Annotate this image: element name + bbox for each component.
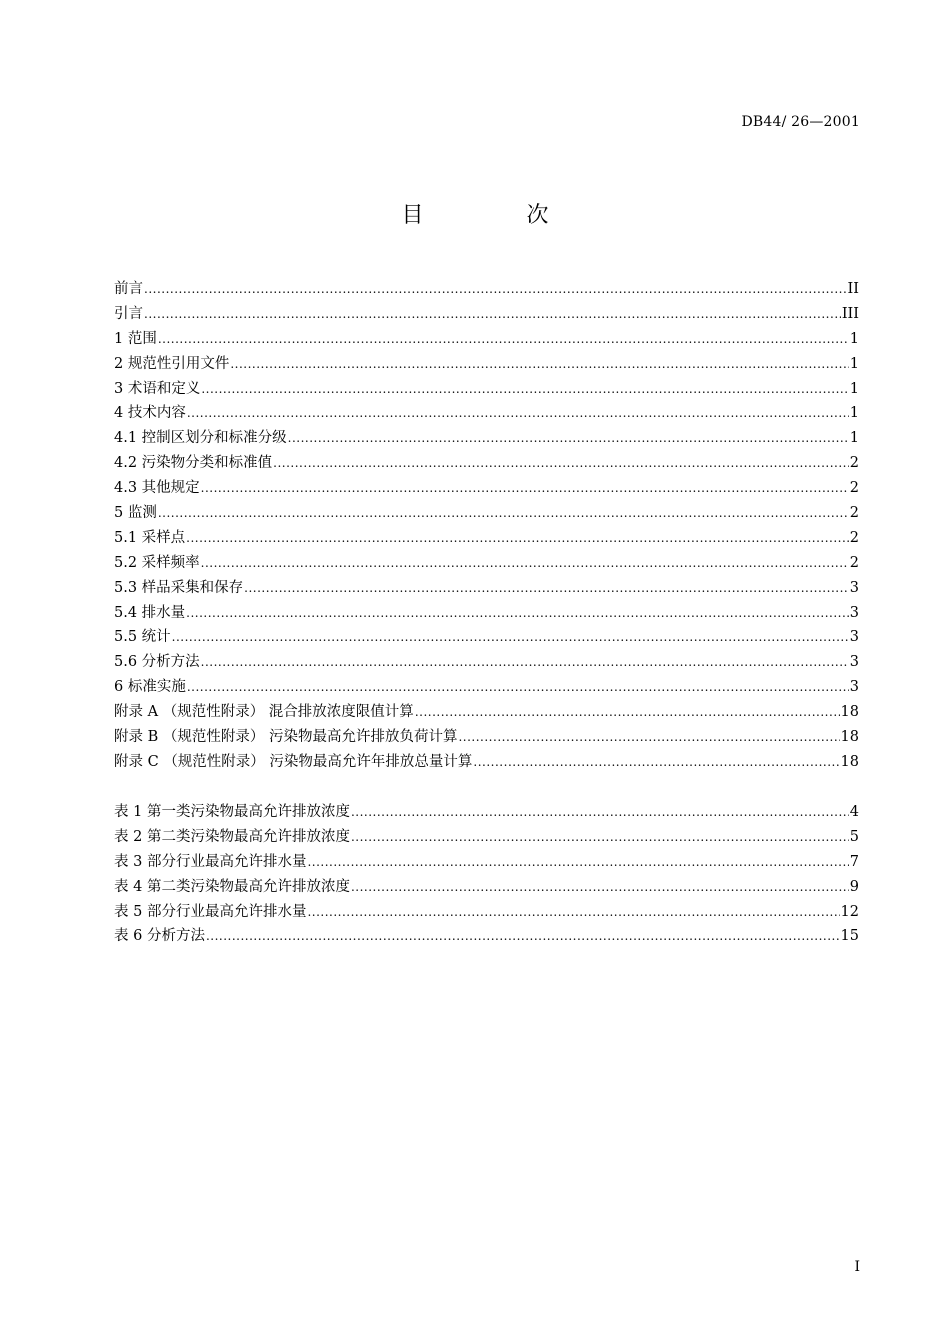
- toc-leader-dots: [351, 800, 849, 825]
- toc-entry-page: 3: [849, 679, 859, 696]
- toc-leader-dots: [206, 924, 840, 949]
- toc-leader-dots: [415, 700, 840, 725]
- toc-leader-dots: [186, 601, 849, 626]
- toc-entry-label: 5.2 采样频率: [114, 554, 200, 571]
- toc-leader-dots: [351, 875, 849, 900]
- toc-entry-page: 2: [849, 529, 859, 546]
- toc-entry[interactable]: [114, 850, 859, 875]
- toc-leader-dots: [458, 725, 839, 750]
- toc-leader-dots: [273, 451, 849, 476]
- toc-entry[interactable]: [114, 526, 859, 551]
- toc-entry[interactable]: [114, 875, 859, 900]
- toc-leader-dots: [201, 551, 849, 576]
- toc-entry-page: 12: [840, 903, 859, 920]
- toc-entry-page: 1: [849, 355, 859, 372]
- toc-entry-label: 5.6 分析方法: [114, 654, 200, 671]
- toc-leader-dots: [187, 401, 849, 426]
- toc-entry-label: 4 技术内容: [114, 405, 186, 422]
- toc-entry[interactable]: [114, 750, 859, 775]
- toc-leader-dots: [288, 426, 849, 451]
- toc-entry-label: 附录 C （规范性附录） 污染物最高允许年排放总量计算: [114, 753, 473, 770]
- toc-entry[interactable]: [114, 426, 859, 451]
- toc-entry-page: 2: [849, 554, 859, 571]
- toc-entry-page: 2: [849, 455, 859, 472]
- toc-entry[interactable]: [114, 501, 859, 526]
- toc-entry[interactable]: [114, 825, 859, 850]
- toc-entry-label: 4.2 污染物分类和标准值: [114, 455, 273, 472]
- toc-title: 目 次: [401, 203, 597, 228]
- toc-entry-page: 7: [849, 853, 859, 870]
- toc-entry-page: 1: [849, 330, 859, 347]
- toc-entry[interactable]: [114, 476, 859, 501]
- document-code: DB44/ 26—2001: [741, 114, 860, 130]
- toc-leader-dots: [144, 277, 847, 302]
- toc-leader-dots: [201, 476, 849, 501]
- toc-entry[interactable]: [114, 401, 859, 426]
- toc-leader-dots: [201, 377, 848, 402]
- toc-entry-label: 1 范围: [114, 330, 157, 347]
- toc-entry-page: 2: [849, 480, 859, 497]
- toc-leader-dots: [187, 675, 849, 700]
- toc-entry-page: 18: [840, 729, 859, 746]
- toc-tables-list: [114, 800, 859, 949]
- toc-entry-page: III: [841, 305, 859, 322]
- toc-entry-page: 18: [840, 753, 859, 770]
- toc-leader-dots: [186, 526, 849, 551]
- toc-entry-label: 5 监测: [114, 505, 157, 522]
- toc-entry[interactable]: [114, 551, 859, 576]
- toc-leader-dots: [351, 825, 849, 850]
- toc-entry-label: 附录 A （规范性附录） 混合排放浓度限值计算: [114, 704, 414, 721]
- toc-entry-page: 9: [849, 878, 859, 895]
- toc-entry-label: 表 2 第二类污染物最高允许排放浓度: [114, 828, 350, 845]
- toc-entry-label: 前言: [114, 281, 143, 297]
- toc-entry-label: 4.3 其他规定: [114, 480, 200, 497]
- toc-main-list: [114, 277, 859, 775]
- toc-entry-page: 15: [840, 928, 859, 945]
- toc-leader-dots: [158, 327, 849, 352]
- toc-entry-label: 引言: [114, 305, 143, 322]
- toc-entry-page: 2: [849, 505, 859, 522]
- toc-entry[interactable]: [114, 327, 859, 352]
- toc-entry-label: 表 4 第二类污染物最高允许排放浓度: [114, 878, 350, 895]
- toc-leader-dots: [244, 576, 849, 601]
- toc-entry[interactable]: [114, 800, 859, 825]
- toc-entry-page: II: [847, 281, 859, 297]
- toc-leader-dots: [307, 900, 839, 925]
- toc-entry-label: 附录 B （规范性附录） 污染物最高允许排放负荷计算: [114, 729, 458, 746]
- toc-entry-page: 1: [849, 430, 859, 447]
- toc-leader-dots: [144, 302, 841, 327]
- toc-leader-dots: [158, 501, 849, 526]
- toc-entry[interactable]: [114, 576, 859, 601]
- toc-entry[interactable]: [114, 601, 859, 626]
- toc-entry-label: 5.3 样品采集和保存: [114, 579, 244, 596]
- toc-entry-page: 3: [849, 579, 859, 596]
- toc-leader-dots: [201, 650, 849, 675]
- page-number: I: [854, 1259, 860, 1275]
- toc-entry-label: 表 1 第一类污染物最高允许排放浓度: [114, 804, 350, 820]
- toc-entry[interactable]: [114, 302, 859, 327]
- toc-entry[interactable]: [114, 625, 859, 650]
- toc-entry-label: 5.4 排水量: [114, 604, 186, 621]
- toc-leader-dots: [473, 750, 839, 775]
- toc-entry-page: 4: [849, 804, 859, 820]
- toc-entry-label: 3 术语和定义: [114, 380, 201, 397]
- toc-entry[interactable]: [114, 675, 859, 700]
- toc-entry-label: 5.5 统计: [114, 629, 171, 646]
- toc-entry[interactable]: [114, 451, 859, 476]
- toc-entry-page: 1: [849, 380, 859, 397]
- toc-entry-label: 5.1 采样点: [114, 529, 186, 546]
- toc-entry[interactable]: [114, 725, 859, 750]
- toc-entry-page: 3: [849, 654, 859, 671]
- toc-entry-page: 5: [849, 828, 859, 845]
- toc-entry-page: 3: [849, 629, 859, 646]
- toc-entry-label: 表 3 部分行业最高允许排水量: [114, 853, 307, 870]
- toc-entry-label: 表 6 分析方法: [114, 928, 205, 945]
- toc-entry[interactable]: [114, 700, 859, 725]
- toc-entry[interactable]: [114, 924, 859, 949]
- toc-entry[interactable]: [114, 650, 859, 675]
- toc-entry-label: 6 标准实施: [114, 679, 186, 696]
- toc-entry[interactable]: [114, 277, 859, 302]
- toc-leader-dots: [307, 850, 848, 875]
- toc-entry-page: 18: [840, 704, 859, 721]
- toc-entry-label: 4.1 控制区划分和标准分级: [114, 430, 287, 447]
- toc-entry-label: 表 5 部分行业最高允许排水量: [114, 903, 307, 920]
- toc-entry[interactable]: [114, 900, 859, 925]
- toc-entry-label: 2 规范性引用文件: [114, 355, 230, 372]
- toc-leader-dots: [172, 625, 849, 650]
- toc-entry-page: 3: [849, 604, 859, 621]
- toc-entry[interactable]: [114, 377, 859, 402]
- toc-entry[interactable]: [114, 352, 859, 377]
- toc-leader-dots: [230, 352, 848, 377]
- toc-entry-page: 1: [849, 405, 859, 422]
